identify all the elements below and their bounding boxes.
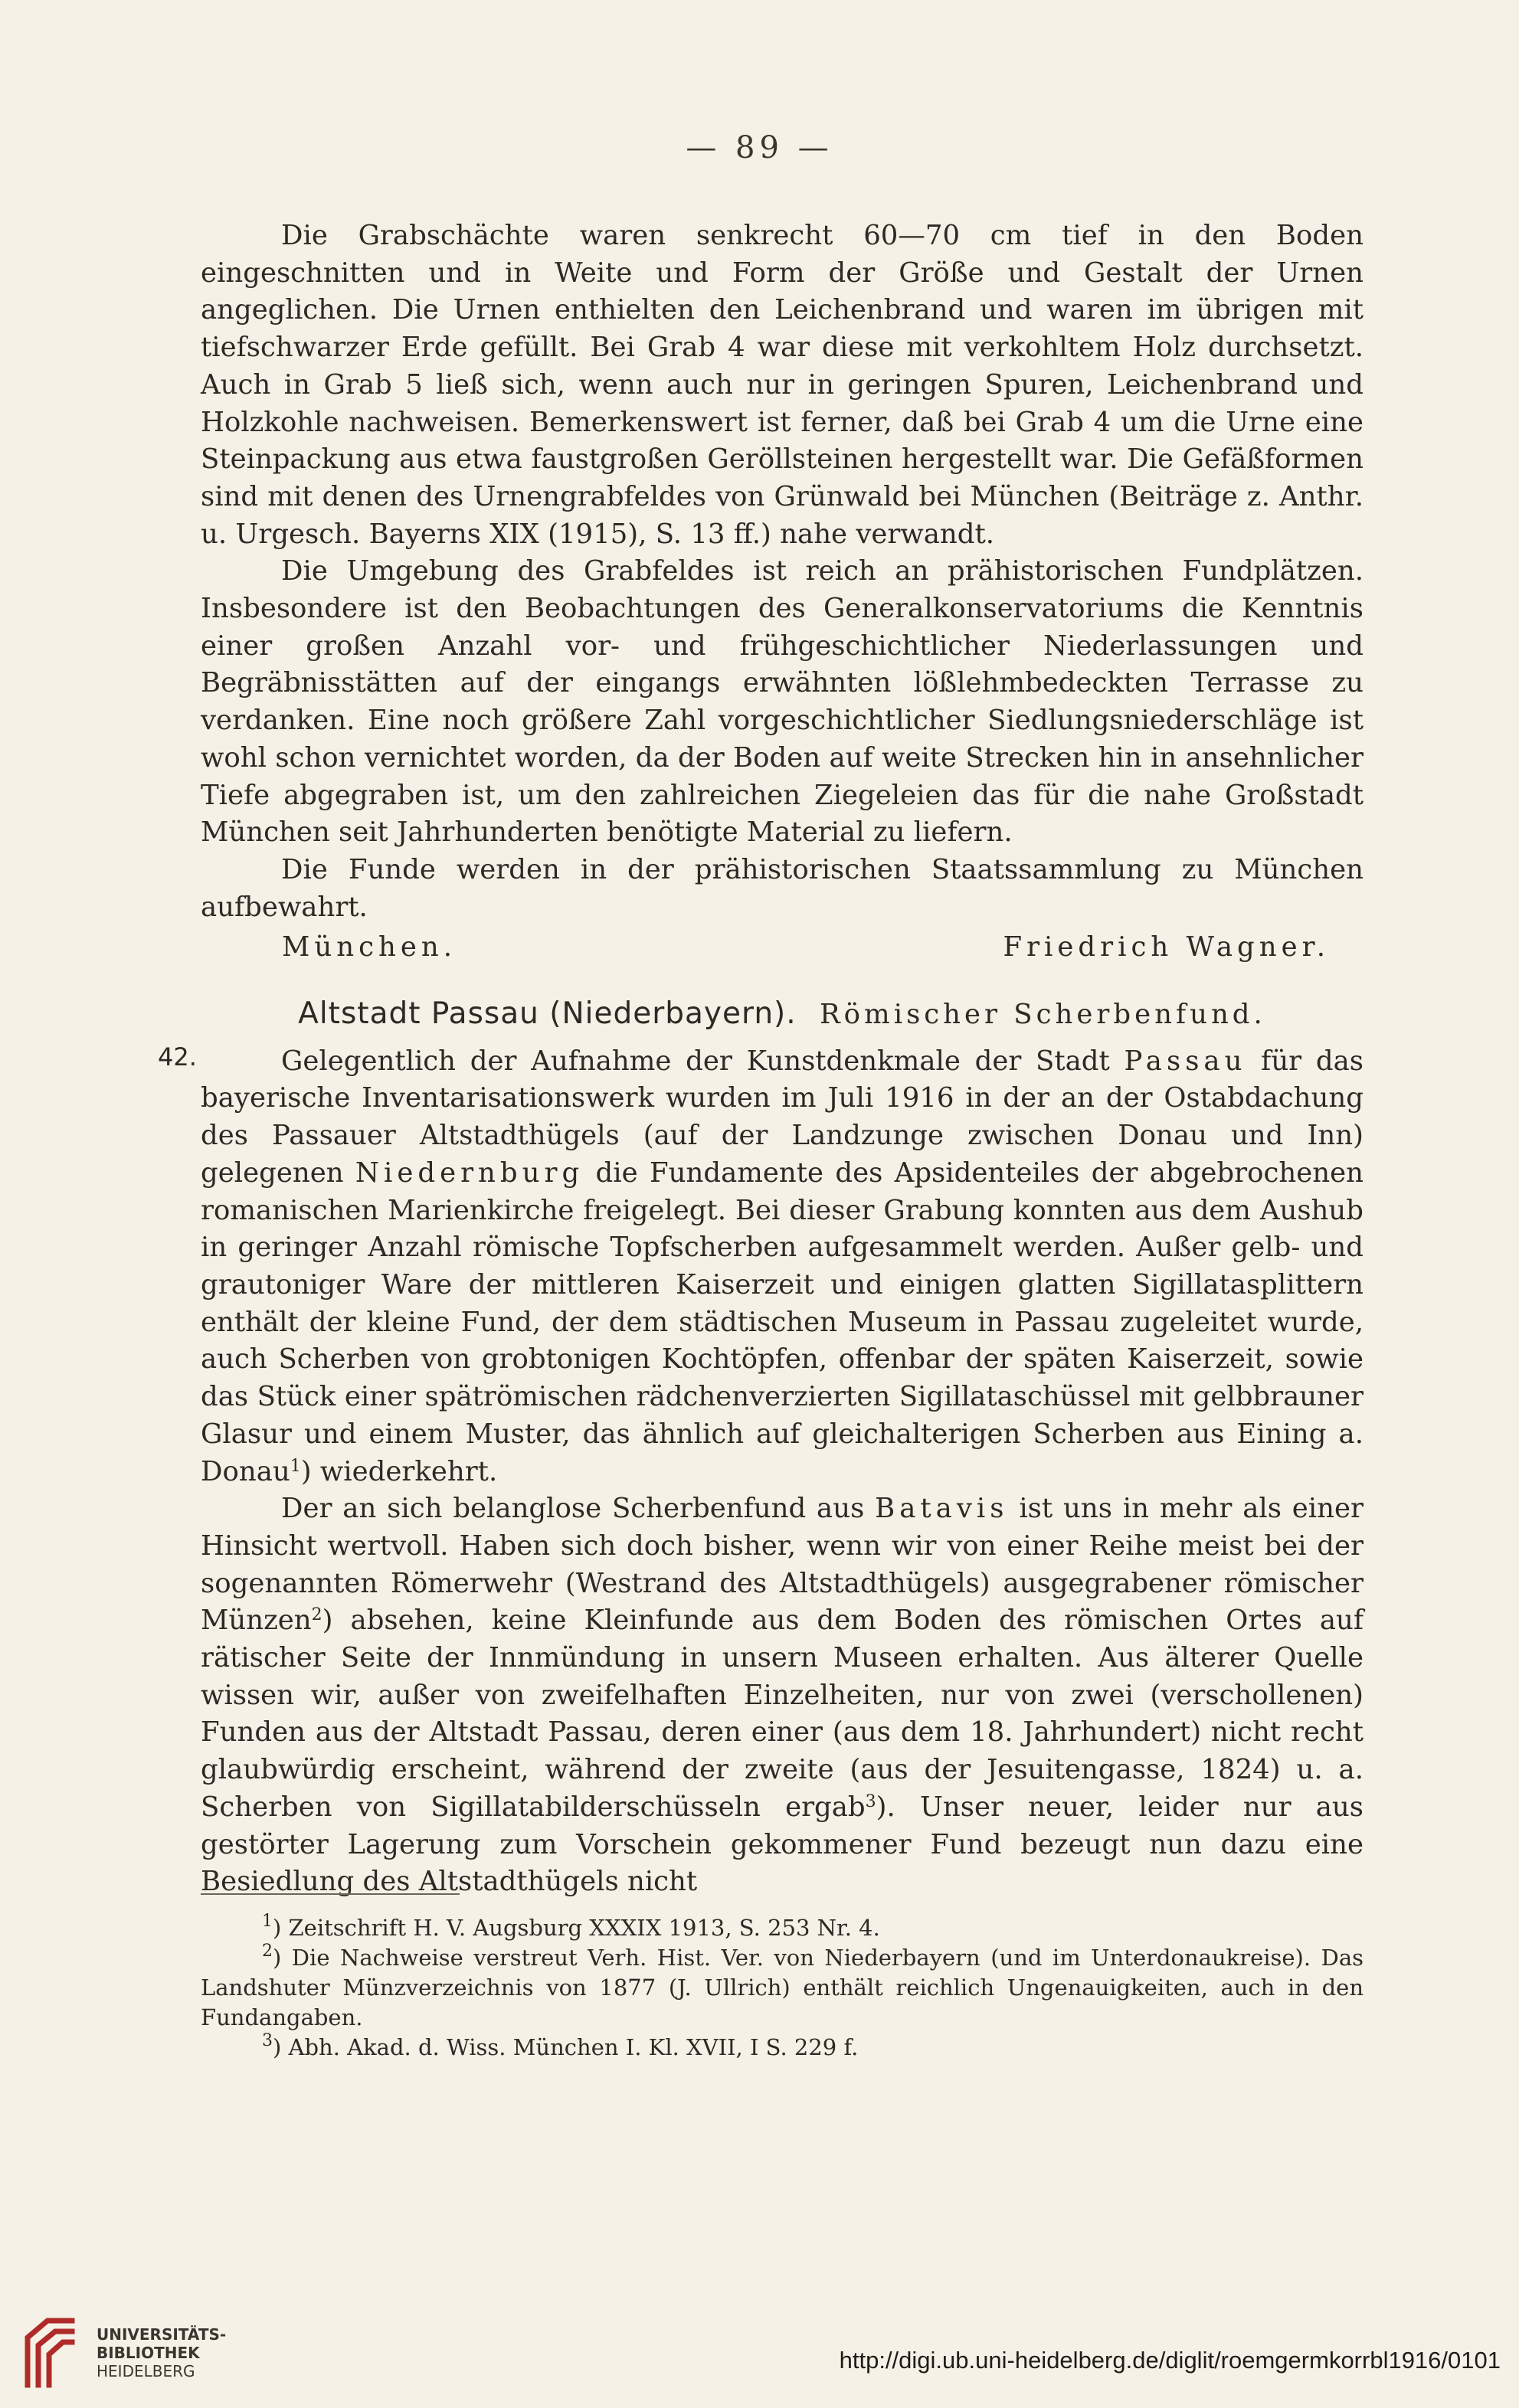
footnote (201, 1913, 1363, 1943)
text-run: ist uns in mehr als einer Hinsicht wertvoll. Haben sich doch bisher, wenn wir von einer Reihe meist bei der sogenannten Römerwehr (Westrand des Altstadthügels) ausgegrabener römischer Münzen (201, 1493, 1363, 1637)
ub-heidelberg-logo-icon (17, 2315, 84, 2391)
footnote-ref: 3 (865, 1791, 876, 1811)
paragraph (201, 1490, 1363, 1901)
signature-line (201, 929, 1363, 967)
logo-line: HEIDELBERG (97, 2362, 195, 2380)
section-subheading: Römischer Scherbenfund. (819, 999, 1266, 1031)
paragraph: Die Funde werden in der prähistorischen Staatssammlung zu München aufbewahrt. (201, 853, 1363, 923)
logo-line: BIBLIOTHEK (97, 2344, 200, 2362)
signature-author: Friedrich Wagner. (1003, 931, 1330, 964)
body-text (158, 218, 1364, 1901)
footnote-mark: 2 (262, 1942, 273, 1961)
place-name: Niedernburg (355, 1157, 584, 1189)
text-run: Der an sich belanglose Scherbenfund aus (281, 1493, 876, 1525)
text-run: ) absehen, keine Kleinfunde aus dem Boden des römischen Ortes auf rätischer Seite der Innmündung in unsern Museen erhalten. Aus älterer Quelle wissen wir, außer von zweifelhaften Einzelheiten, nur von zwei (verschollenen) Funden aus der Altstadt Passau, deren einer (aus dem 18. Jahrhundert) nicht recht glaubwürdig erscheint, während der zweite (aus der Jesuitengasse, 1824) u. a. Scherben von Sigillatabilderschüsseln ergab (201, 1605, 1363, 1823)
place-name: Batavis (875, 1493, 1009, 1525)
page-number: — 89 — (686, 130, 833, 165)
footnote (201, 2033, 1363, 2063)
paragraph (201, 1043, 1363, 1490)
text-run: ). Unser neuer, leider nur aus gestörter Lagerung zum Vorschein gekommener Fund bezeugt nun dazu eine Besiedlung des Altstadthügels nicht (201, 1791, 1364, 1898)
footnote-text: ) Die Nachweise verstreut Verh. Hist. Ver. von Niederbayern (und im Unterdonaukreise). Das Landshuter Münzverzeichnis von 1877 (J. Ullrich) enthält reichlich Ungenauigkeiten, auch in den Fundangaben. (201, 1945, 1363, 2030)
footnote-divider (201, 1893, 460, 1895)
text-run: Gelegentlich der Aufnahme der Kunstdenkmale der Stadt (281, 1045, 1125, 1077)
section-heading: Altstadt Passau (Niederbayern). (298, 996, 797, 1032)
text-run: für das bayerische Inventarisationswerk wurden im Juli 1916 in der an der Ostabdachung des Passauer Altstadthügels (auf der Landzunge zwischen Donau und Inn) gelegenen (201, 1045, 1363, 1189)
footnote-mark: 1 (262, 1912, 273, 1931)
signature-place: München. (282, 931, 457, 964)
footnote-text: ) Abh. Akad. d. Wiss. München I. Kl. XVII, I S. 229 f. (273, 2034, 859, 2060)
library-logo (17, 2315, 247, 2391)
footnotes (201, 1913, 1363, 2063)
logo-line: UNIVERSITÄTS- (97, 2325, 227, 2344)
logo-text (97, 2325, 226, 2380)
text-run: ) wiederkehrt. (300, 1455, 498, 1487)
source-url-link[interactable]: http://digi.ub.uni-heidelberg.de/diglit/roemgermkorrbl1916/0101 (839, 2347, 1501, 2374)
footnote-ref: 1 (290, 1456, 301, 1476)
text-run: die Fundamente des Apsidenteiles der abgebrochenen romanischen Marienkirche freigelegt. Bei dieser Grabung konnten aus dem Aushub in geringer Anzahl römische Topfscherben aufgesammelt werden. Außer gelb- und grautoniger Ware der mittleren Kaiserzeit und einigen glatten Sigillatasplittern enthält der kleine Fund, der dem städtischen Museum in Passau zugeleitet wurde, auch Scherben von grobtonigen Kochtöpfen, offenbar der späten Kaiserzeit, sowie das Stück einer spätrömischen rädchenverzierten Sigillataschüssel mit gelbbrauner Glasur und einem Muster, das ähnlich auf gleichalterigen Scherben aus Eining a. Donau (201, 1157, 1363, 1487)
paragraph: Die Umgebung des Grabfeldes ist reich an prähistorischen Fundplätzen. Insbesondere ist den Beobachtungen des Generalkonservatoriums die Kenntnis einer großen Anzahl vor- und frühgeschichtlicher Niederlassungen und Begräbnisstätten auf der eingangs erwähnten lößlehmbedeckten Terrasse zu verdanken. Eine noch größere Zahl vorgeschichtlicher Siedlungsniederschläge ist wohl schon vernichtet worden, da der Boden auf weite Strecken hin in ansehnlicher Tiefe abgegraben ist, um den zahlreichen Ziegeleien das für die nahe Großstadt München seit Jahrhunderten benötigte Material zu liefern. (201, 555, 1363, 849)
footnote-mark: 3 (262, 2031, 273, 2050)
paragraph: Die Grabschächte waren senkrecht 60—70 cm tief in den Boden eingeschnitten und in Weite und Form der Größe und Gestalt der Urnen angeglichen. Die Urnen enthielten den Leichenbrand und waren im übrigen mit tiefschwarzer Erde gefüllt. Bei Grab 4 war diese mit verkohltem Holz durchsetzt. Auch in Grab 5 ließ sich, wenn auch nur in geringen Spuren, Leichenbrand und Holzkohle nachweisen. Bemerkenswert ist ferner, daß bei Grab 4 um die Urne eine Steinpackung aus etwa faustgroßen Geröllsteinen hergestellt war. Die Gefäßformen sind mit denen des Urnengrabfeldes von Grünwald bei München (Beiträge z. Anthr. u. Urgesch. Bayerns XIX (1915), S. 13 ff.) nahe verwandt. (201, 220, 1363, 550)
section-title (201, 996, 1363, 1034)
footnote (201, 1943, 1363, 2033)
entry-42 (158, 1042, 1363, 1490)
place-name: Passau (1124, 1045, 1247, 1077)
footnote-ref: 2 (311, 1605, 322, 1625)
footnote-text: ) Zeitschrift H. V. Augsburg XXXIX 1913, S. 253 Nr. 4. (273, 1915, 880, 1941)
entry-number: 42. (158, 1042, 197, 1071)
